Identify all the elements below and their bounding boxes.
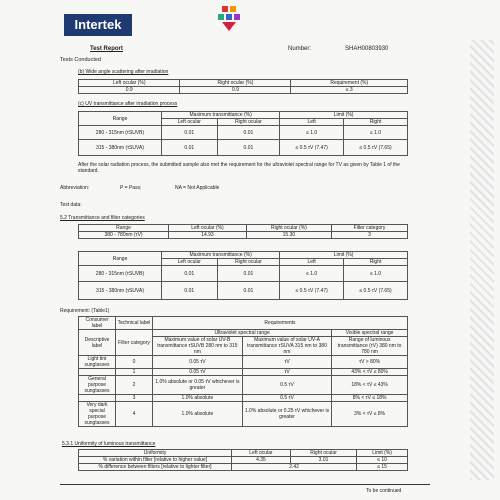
table-cell: 0.01 [217, 266, 280, 282]
uv-table-1 [78, 111, 408, 156]
table-header: Descriptive label [79, 330, 116, 356]
watermark-stripe [470, 40, 494, 480]
transmittance-table [78, 224, 408, 239]
intertek-logo: Intertek [64, 14, 132, 36]
table-cell: τV [242, 356, 331, 369]
table-header: Range [79, 112, 162, 126]
table-cell: ≤ 10 [357, 457, 408, 464]
scattering-table [78, 79, 408, 94]
table-cell: 0.01 [217, 140, 280, 156]
table-header: Left ocular (%) [79, 80, 180, 87]
table-cell: 280 - 315nm (τSUVB) [79, 126, 162, 140]
table-cell: 1.0% absolute or 0.05 τV whichever is greater [153, 376, 243, 395]
table-header: Maximum transmittance (%) [162, 112, 280, 119]
report-title: Test Report [90, 46, 123, 52]
abbreviation-pass: P = Pass; [120, 185, 142, 191]
table-header: Maximum transmittance (%) [162, 252, 280, 259]
abbreviation-label: Abbreviation: [60, 185, 90, 191]
table-cell: 0.5 τV [242, 395, 331, 402]
uv-table-2 [78, 251, 408, 300]
table-cell: ≤ 15 [357, 464, 408, 471]
solar-note: After the solar radiation process, the submitted sample also met the requirement for the ultraviolet spectral range for TV as given by Table 1 of the standard. [78, 162, 400, 174]
table-cell: ≤ 1.0 [344, 126, 408, 140]
table-header: Left ocular [162, 119, 218, 126]
table-cell: τV > 80% [332, 356, 408, 369]
table-cell: ≤ 1.0 [280, 126, 344, 140]
table-cell: 0.5 τV [242, 376, 331, 395]
table-header: Ultraviolet spectral range [153, 330, 332, 337]
table-header: Filter category [116, 330, 153, 356]
table-cell: ≤ 1.0 [344, 266, 408, 282]
table-cell: 15.30 [246, 232, 331, 239]
uniformity-table [78, 449, 408, 471]
table-cell: 3.01 [290, 457, 356, 464]
table-header: Range of luminous transmittance (τV) 380 nm to 780 nm [332, 337, 408, 356]
table-cell: ≤ 0.5 τV (7.65) [344, 140, 408, 156]
table-cell: 14.93 [169, 232, 247, 239]
table-header: Right ocular [217, 119, 280, 126]
table-cell: 0.01 [162, 126, 218, 140]
table-cell: 0.05 τV [153, 356, 243, 369]
table-cell: 0.01 [162, 140, 218, 156]
table-cell: 2.42 [232, 464, 357, 471]
requirement-title: Requirement: (Table1) [60, 308, 110, 314]
table-cell: 315 - 380nm (τSUVA) [79, 282, 162, 300]
table-cell: 1.0% absolute [153, 402, 243, 427]
to-be-continued: To be continued [366, 488, 402, 494]
table-header: Maximum value of solar UV-B transmittance τSUVB 280 nm to 315 nm [153, 337, 243, 356]
table-header: Technical label [116, 317, 153, 330]
tests-conducted: Tests Conducted [60, 57, 101, 63]
table-header: Left [280, 259, 344, 266]
table-header: Limit (%) [280, 252, 408, 259]
table-header: Right ocular [217, 259, 280, 266]
table-header: Limit (%) [280, 112, 408, 119]
table-header: Consumer label [79, 317, 116, 330]
table-cell: 8% < τV ≤ 18% [332, 395, 408, 402]
table-cell: General purpose sunglasses [79, 376, 116, 395]
table-header: Maximum value of solar UV-A transmittance τSUVA 315 nm to 380 nm [242, 337, 331, 356]
table-cell: ≤ 0.5 τV (7.47) [280, 140, 344, 156]
table-cell: 0.05 τV [153, 369, 243, 376]
emblem-icon [214, 4, 244, 32]
table-cell: 1.0% absolute or 0.25 τV whichever is greater [242, 402, 331, 427]
table-header: Uniformity [79, 450, 232, 457]
table-header: Right ocular (%) [180, 80, 291, 87]
section-531-title: 5.3.1 Uniformity of luminous transmittance [62, 441, 156, 447]
table-header: Left ocular [162, 259, 218, 266]
section-52-title: 5.2 Transmittance and filter categories [60, 215, 145, 221]
table-header: Requirement (%) [291, 80, 408, 87]
report-number: SHAH00803930 [345, 46, 389, 52]
test-data-label: Test data: [60, 202, 82, 208]
table-cell: 0.01 [217, 126, 280, 140]
table-cell: 1 [116, 369, 153, 376]
table-cell: 0 [116, 356, 153, 369]
table-cell: 3% < τV ≤ 8% [332, 402, 408, 427]
table-cell: Light tint sunglasses [79, 356, 116, 369]
table-header: Filter category [331, 225, 407, 232]
table-header: Visible spectral range [332, 330, 408, 337]
table-cell: ≤ 1.0 [280, 266, 344, 282]
table-cell: τV [242, 369, 331, 376]
abbreviation-na: NA = Not Applicable [175, 185, 220, 191]
number-label: Number: [288, 46, 312, 52]
table-cell: 0.01 [162, 266, 218, 282]
table-cell: 380 - 780nm (τV) [79, 232, 169, 239]
table-header: Left [280, 119, 344, 126]
table-header: Range [79, 225, 169, 232]
table-cell: ≤ 0.5 τV (7.65) [344, 282, 408, 300]
table-header: Right [344, 119, 408, 126]
table-cell: 0.9 [180, 87, 291, 94]
table-cell: 43% < τV ≤ 80% [332, 369, 408, 376]
table-cell: % difference between filters [relative to lighter filter] [79, 464, 232, 471]
table-cell [79, 369, 116, 376]
table-cell: 18% < τV ≤ 43% [332, 376, 408, 395]
table-cell [79, 395, 116, 402]
table-header: Right ocular (%) [246, 225, 331, 232]
table-header: Right [344, 259, 408, 266]
table-cell: 0.01 [162, 282, 218, 300]
table-header: Limit (%) [357, 450, 408, 457]
section-c-title: (c) UV transmittance after irradiation process [78, 101, 178, 107]
requirement-table [78, 316, 408, 427]
table-cell: 4.35 [232, 457, 291, 464]
table-header: Right ocular [290, 450, 356, 457]
table-cell: 4 [116, 402, 153, 427]
section-b-title: (b) Wide angle scattering after irradiation [78, 69, 169, 75]
table-header: Left ocular (%) [169, 225, 247, 232]
table-cell: 3 [331, 232, 407, 239]
table-header: Requirements [153, 317, 408, 330]
table-cell: Very dark special purpose sunglasses [79, 402, 116, 427]
table-cell: 2 [116, 376, 153, 395]
table-cell: ≤ 3 [291, 87, 408, 94]
table-cell: 0.01 [217, 282, 280, 300]
footer-divider [60, 484, 430, 485]
table-cell: ≤ 0.5 τV (7.47) [280, 282, 344, 300]
table-cell: 1.0% absolute [153, 395, 243, 402]
table-header: Range [79, 252, 162, 266]
table-cell: 0.9 [79, 87, 180, 94]
table-header: Left ocular [232, 450, 291, 457]
table-cell: 315 - 380nm (τSUVA) [79, 140, 162, 156]
table-cell: 3 [116, 395, 153, 402]
table-cell: % variation within filter [relative to higher value] [79, 457, 232, 464]
table-cell: 280 - 315nm (τSUVB) [79, 266, 162, 282]
